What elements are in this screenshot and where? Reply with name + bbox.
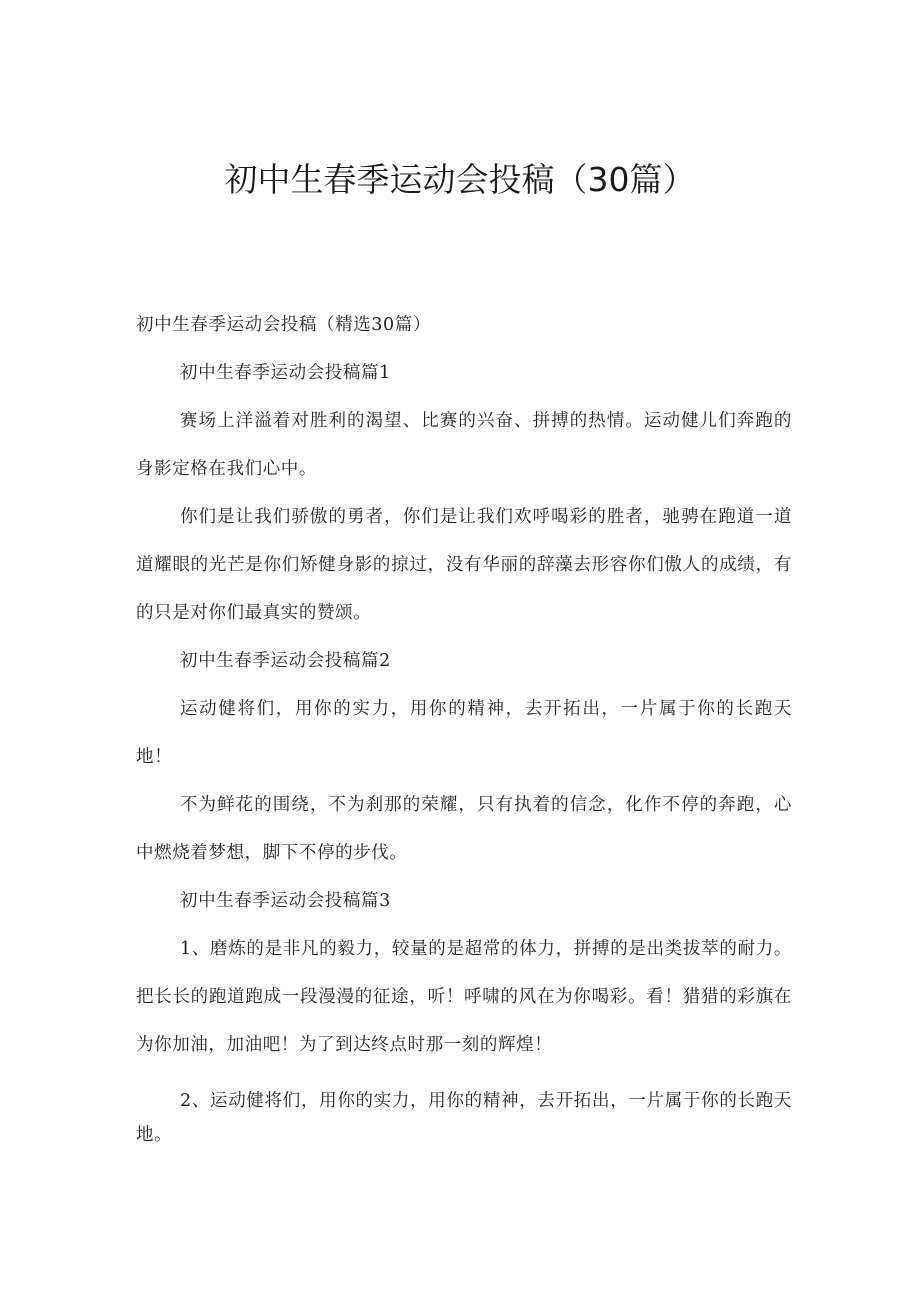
section-1-paragraph-1: 赛场上洋溢着对胜利的渴望、比赛的兴奋、拼搏的热情。运动健儿们奔跑的身影定格在我们心中。 (136, 411, 792, 479)
section-heading-3: 初中生春季运动会投稿篇3 (180, 891, 391, 911)
section-2-paragraph-2: 不为鲜花的围绕，不为刹那的荣耀，只有执着的信念，化作不停的奔跑，心中燃烧着梦想，脚下不停的步伐。 (136, 795, 792, 863)
section-2-paragraph-1: 运动健将们，用你的实力，用你的精神，去开拓出，一片属于你的长跑天地！ (136, 699, 792, 767)
section-heading-2: 初中生春季运动会投稿篇2 (180, 651, 391, 671)
section-3-paragraph-1: 1、磨炼的是非凡的毅力，较量的是超常的体力，拼搏的是出类拔萃的耐力。把长长的跑道跑成一段漫漫的征途，听！呼啸的风在为你喝彩。看！猎猎的彩旗在为你加油，加油吧！为了到达终点时那一刻的辉煌！ (136, 939, 792, 1055)
page-title: 初中生春季运动会投稿（30篇） (224, 160, 696, 199)
section-1-paragraph-2: 你们是让我们骄傲的勇者，你们是让我们欢呼喝彩的胜者，驰骋在跑道一道道耀眼的光芒是你们矫健身影的掠过，没有华丽的辞藻去形容你们傲人的成绩，有的只是对你们最真实的赞颂。 (136, 507, 792, 623)
document-subtitle: 初中生春季运动会投稿（精选30篇） (136, 315, 431, 335)
section-3-paragraph-2: 2、运动健将们，用你的实力，用你的精神，去开拓出，一片属于你的长跑天地。 (136, 1091, 792, 1145)
section-heading-1: 初中生春季运动会投稿篇1 (180, 363, 391, 383)
